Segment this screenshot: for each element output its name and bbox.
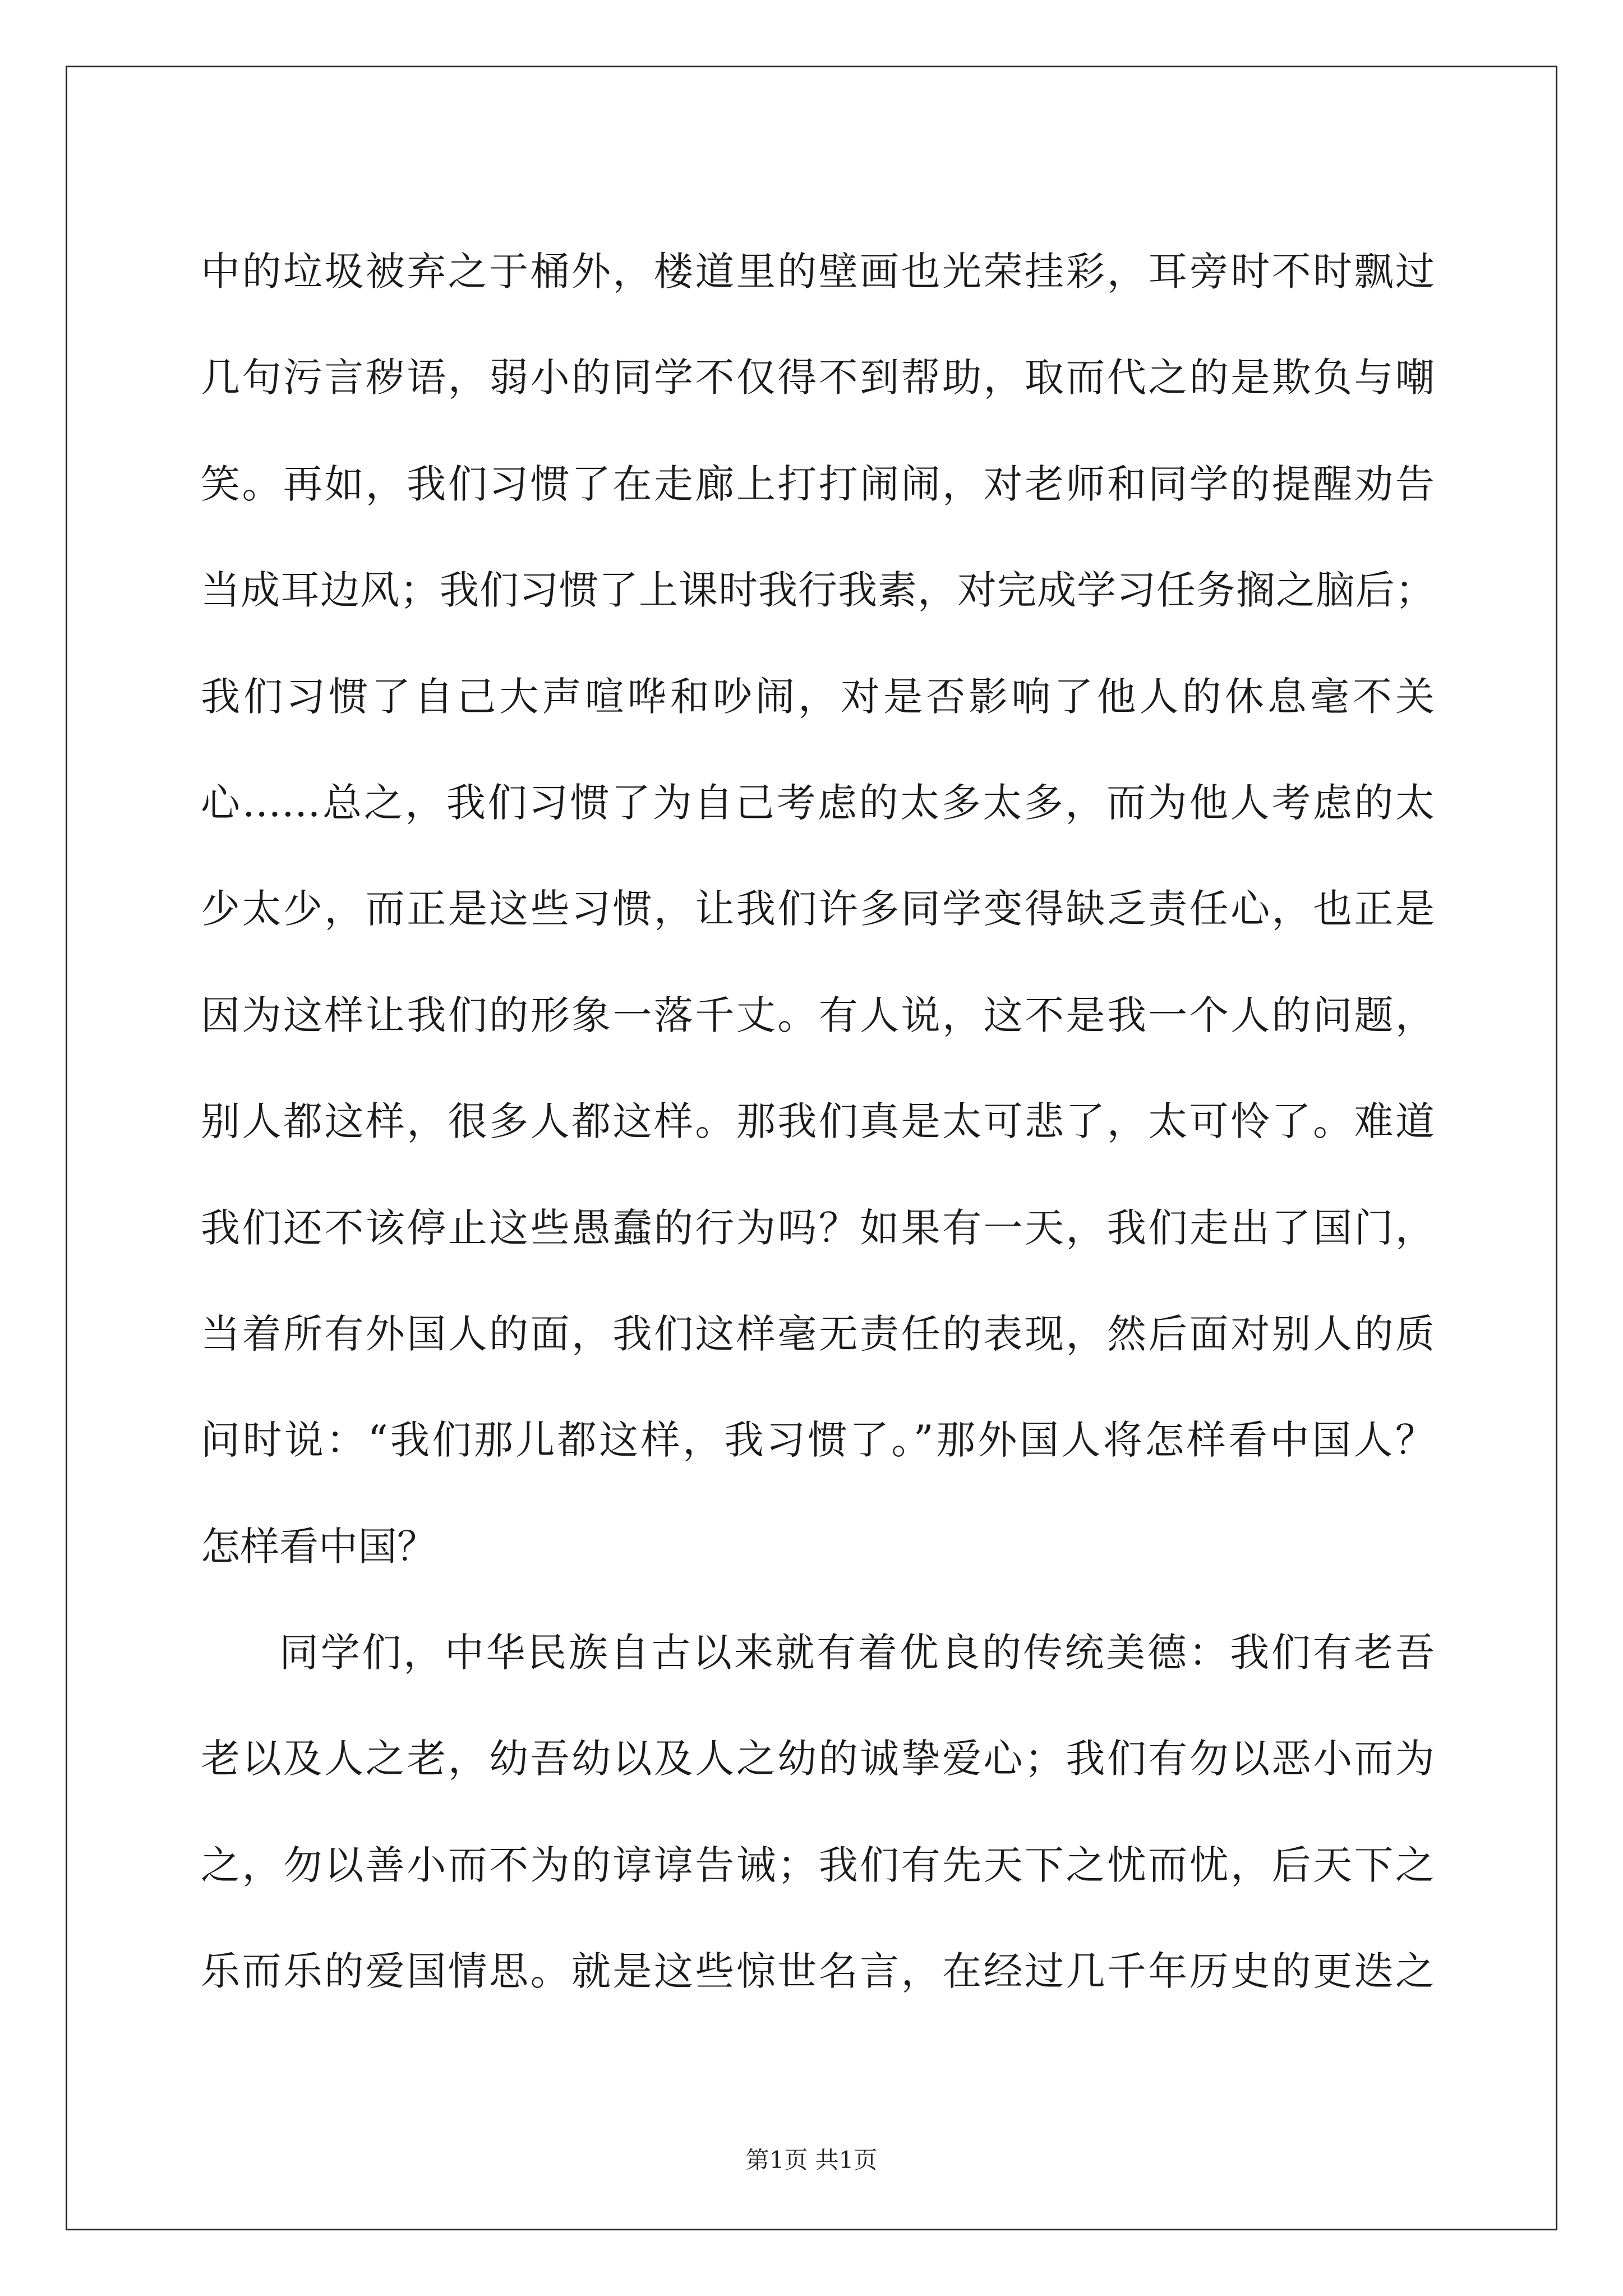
text-line: 别人都这样，很多人都这样。那我们真是太可悲了，太可怜了。难道 [201, 1098, 1435, 1145]
text-line: 老以及人之老，幼吾幼以及人之幼的诚挚爱心；我们有勿以恶小而为 [201, 1736, 1435, 1782]
text-line: 当着所有外国人的面，我们这样毫无责任的表现，然后面对别人的质 [201, 1310, 1435, 1357]
text-line: 中的垃圾被弃之于桶外，楼道里的壁画也光荣挂彩，耳旁时不时飘过 [201, 249, 1435, 295]
paragraph-first-line: 同学们，中华民族自古以来就有着优良的传统美德：我们有老吾 [279, 1630, 1435, 1676]
text-line: 因为这样让我们的形象一落千丈。有人说，这不是我一个人的问题， [201, 992, 1435, 1038]
text-line: 怎样看中国？ [201, 1523, 436, 1570]
text-line: 之，勿以善小而不为的谆谆告诫；我们有先天下之忧而忧，后天下之 [201, 1842, 1435, 1888]
text-line: 心……总之，我们习惯了为自己考虑的太多太多，而为他人考虑的太 [201, 779, 1435, 826]
text-line: 当成耳边风；我们习惯了上课时我行我素，对完成学习任务搁之脑后； [201, 567, 1435, 614]
page-number: 第1页 共1页 [745, 2146, 878, 2174]
text-line: 笑。再如，我们习惯了在走廊上打打闹闹，对老师和同学的提醒劝告 [201, 461, 1435, 507]
body-text [201, 219, 1435, 2025]
text-line: 几句污言秽语，弱小的同学不仅得不到帮助，取而代之的是欺负与嘲 [201, 355, 1435, 401]
text-line: 我们习惯了自己大声喧哗和吵闹，对是否影响了他人的休息毫不关 [201, 673, 1435, 720]
text-line: 少太少，而正是这些习惯，让我们许多同学变得缺乏责任心，也正是 [201, 886, 1435, 932]
text-line: 乐而乐的爱国情思。就是这些惊世名言，在经过几千年历史的更迭之 [201, 1948, 1435, 1995]
text-line: 我们还不该停止这些愚蠢的行为吗？如果有一天，我们走出了国门， [201, 1204, 1435, 1251]
text-line: 问时说：“我们那儿都这样，我习惯了。”那外国人将怎样看中国人？ [201, 1417, 1435, 1464]
